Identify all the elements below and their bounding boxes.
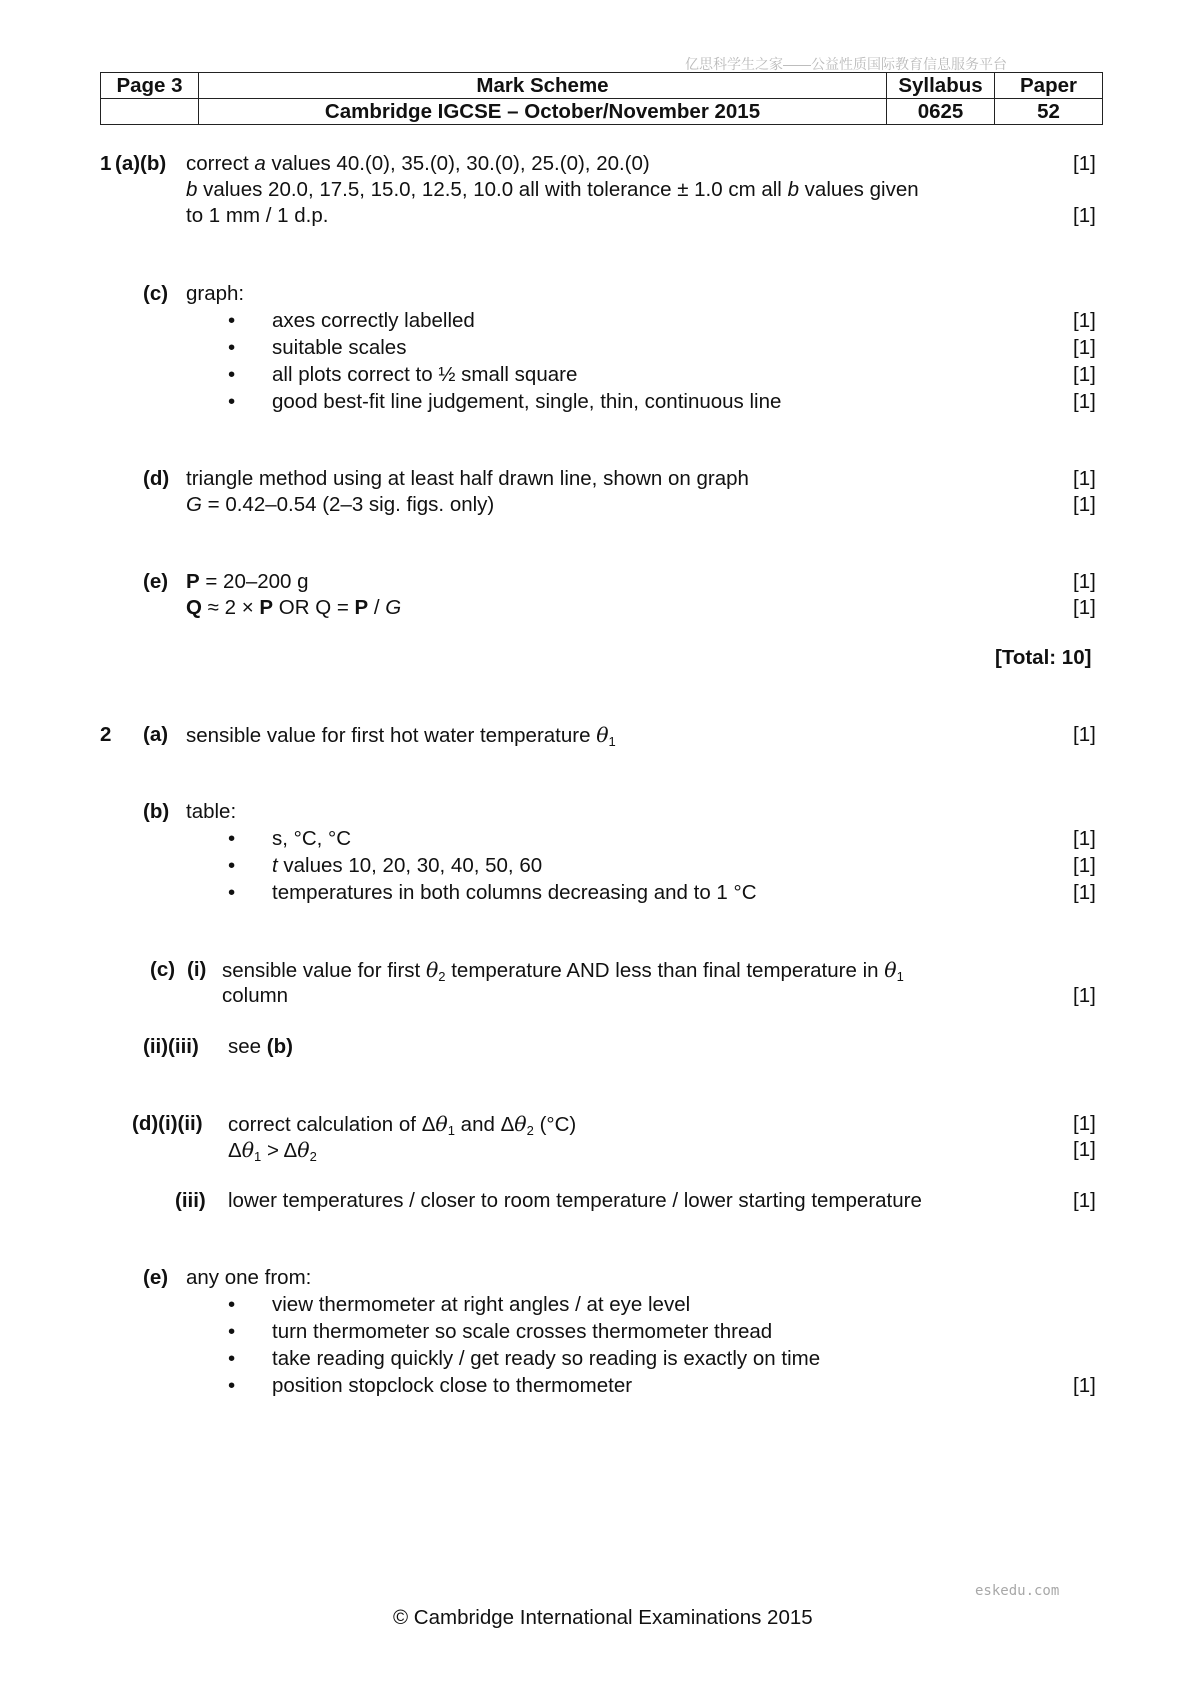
q1-e-label: (e): [143, 570, 169, 593]
bullet: •: [228, 336, 236, 359]
list-item: temperatures in both columns decreasing and to 1 °C: [272, 881, 757, 904]
q2-d-line1: [228, 1112, 576, 1138]
bullet: •: [228, 1293, 236, 1316]
q2-d-iii-label: (iii): [175, 1189, 206, 1212]
mark: [1]: [1073, 1138, 1096, 1161]
mark: [1]: [1073, 596, 1096, 619]
q1-ab-line2-post: values given: [798, 178, 919, 201]
header-table: [100, 72, 1103, 125]
header-syllabus-label: Syllabus: [887, 73, 995, 99]
q2-d-line3: lower temperatures / closer to room temperature / lower starting temperature: [228, 1189, 922, 1212]
list-item: all plots correct to ½ small square: [272, 363, 578, 386]
q1-e-p2: P: [259, 596, 274, 619]
subscript: 1: [254, 1149, 262, 1164]
bullet: •: [228, 309, 236, 332]
mark: [1]: [1073, 152, 1096, 175]
mark: [1]: [1073, 204, 1096, 227]
mark: [1]: [1073, 309, 1096, 332]
q1-e-t2: OR Q =: [273, 596, 355, 619]
mark: [1]: [1073, 1112, 1096, 1135]
q1-ab-line1: [186, 152, 650, 176]
q1-d-var-g: G: [186, 493, 202, 516]
subscript: 2: [526, 1123, 534, 1138]
list-item: position stopclock close to thermometer: [272, 1374, 633, 1397]
q2-c-line1-mid: temperature AND less than final temperature in: [445, 959, 885, 982]
q1-e-t1: ≈ 2 ×: [201, 596, 260, 619]
q2-e-intro: any one from:: [186, 1266, 312, 1289]
q2-e-label: (e): [143, 1266, 169, 1289]
header-blank-cell: [101, 99, 199, 125]
bullet: •: [228, 1374, 236, 1397]
header-paper: 52: [995, 99, 1103, 125]
theta-symbol: θ: [514, 1112, 527, 1136]
header-paper-label: Paper: [995, 73, 1103, 99]
q1-c-intro: graph:: [186, 282, 245, 305]
q2-c-line1: [222, 958, 904, 984]
q1-ab-line2-mid: values 20.0, 17.5, 15.0, 12.5, 10.0 all with tolerance ± 1.0 cm all: [197, 178, 788, 201]
mark: [1]: [1073, 390, 1096, 413]
list-item: suitable scales: [272, 336, 407, 359]
q1-d-line1: triangle method using at least half drawn line, shown on graph: [186, 467, 749, 490]
bullet: •: [228, 390, 236, 413]
q1-ab-var-a: a: [254, 152, 266, 175]
q2-c-see-text: see: [228, 1035, 267, 1058]
list-item: [272, 854, 542, 878]
delta-symbol: Δ: [228, 1139, 242, 1162]
subscript: 1: [608, 734, 616, 749]
q1-d-line2: [186, 493, 494, 517]
q2-a-label: (a): [143, 723, 169, 746]
list-item: s, °C, °C: [272, 827, 352, 850]
q2-d-and: and: [454, 1113, 501, 1136]
mark: [1]: [1073, 723, 1096, 746]
q2-c-label: (c): [150, 958, 176, 981]
q1-e-line1: [186, 570, 309, 594]
bullet: •: [228, 1347, 236, 1370]
list-item: take reading quickly / get ready so reading is exactly on time: [272, 1347, 821, 1370]
q2-d-line1-post: (°C): [533, 1113, 577, 1136]
q2-c-see: [228, 1035, 293, 1059]
subscript: 2: [309, 1149, 317, 1164]
header-syllabus: 0625: [887, 99, 995, 125]
mark: [1]: [1073, 493, 1096, 516]
q1-e-p3: P: [354, 596, 369, 619]
list-item: axes correctly labelled: [272, 309, 475, 332]
watermark-top: 亿思科学生之家——公益性质国际教育信息服务平台: [685, 56, 1007, 72]
q2-d-line2: [228, 1138, 317, 1164]
bullet: •: [228, 1320, 236, 1343]
q1-e-p: P: [186, 570, 200, 593]
q2-c-line2: column: [222, 984, 289, 1007]
theta-symbol: θ: [884, 958, 897, 982]
q2-d-label: (d)(i)(ii): [132, 1112, 203, 1135]
mark: [1]: [1073, 881, 1096, 904]
theta-symbol: θ: [241, 1138, 255, 1162]
q1-ab-var-b2: b: [787, 178, 799, 201]
q1-e-q: Q: [186, 596, 202, 619]
q2-b-label: (b): [143, 800, 170, 823]
q2-d-gt: >: [261, 1139, 284, 1162]
delta-symbol: Δ: [283, 1139, 298, 1162]
q1-c-label: (c): [143, 282, 169, 305]
delta-symbol: Δ: [500, 1113, 515, 1136]
mark: [1]: [1073, 984, 1096, 1007]
mark: [1]: [1073, 1374, 1096, 1397]
bullet: •: [228, 363, 236, 386]
q2-b-intro: table:: [186, 800, 237, 823]
subscript: 1: [447, 1123, 455, 1138]
q1-ab-label: (a)(b): [115, 152, 167, 175]
q1-ab-line2: [186, 178, 919, 202]
bullet: •: [228, 854, 236, 877]
header-page: Page 3: [101, 73, 199, 99]
mark: [1]: [1073, 336, 1096, 359]
delta-symbol: Δ: [421, 1113, 436, 1136]
q2-d-line1-pre: correct calculation of: [228, 1113, 422, 1136]
q2-b-var-t: t: [272, 854, 278, 877]
list-item: turn thermometer so scale crosses thermometer thread: [272, 1320, 773, 1343]
mark: [1]: [1073, 570, 1096, 593]
subscript: 1: [896, 969, 904, 984]
q2-c-iiiii-label: (ii)(iii): [143, 1035, 199, 1058]
bullet: •: [228, 827, 236, 850]
q2-a-text: [186, 723, 616, 749]
q2-c-see-ref: (b): [266, 1035, 293, 1058]
header-title: Mark Scheme: [199, 73, 887, 99]
theta-symbol: θ: [435, 1112, 448, 1136]
q1-e-line2: [186, 596, 401, 620]
mark: [1]: [1073, 827, 1096, 850]
mark: [1]: [1073, 467, 1096, 490]
q1-ab-line1-post: values 40.(0), 35.(0), 30.(0), 25.(0), 20.(0): [265, 152, 650, 175]
mark: [1]: [1073, 1189, 1096, 1212]
list-item: good best-fit line judgement, single, thin, continuous line: [272, 390, 782, 413]
q1-total: [Total: 10]: [995, 646, 1092, 669]
mark: [1]: [1073, 854, 1096, 877]
q2-c-sublabel: (i): [187, 958, 207, 981]
q2-b-bullet2-post: values 10, 20, 30, 40, 50, 60: [277, 854, 543, 877]
q1-ab-line3: to 1 mm / 1 d.p.: [186, 204, 329, 227]
q1-e-var-g: G: [385, 596, 402, 619]
q1-ab-var-b: b: [186, 178, 198, 201]
q2-a-text-main: sensible value for first hot water temperature: [186, 724, 597, 747]
theta-symbol: θ: [425, 958, 439, 982]
q1-ab-line1-pre: correct: [186, 152, 255, 175]
q2-c-line1-pre: sensible value for first: [222, 959, 426, 982]
watermark-bottom: eskedu.com: [975, 1583, 1060, 1599]
q1-e-line1-post: = 20–200 g: [199, 570, 309, 593]
footer-copyright: © Cambridge International Examinations 2015: [393, 1606, 813, 1629]
subscript: 2: [438, 969, 446, 984]
theta-symbol: θ: [596, 723, 609, 747]
q1-number: 1: [100, 152, 112, 175]
mark: [1]: [1073, 363, 1096, 386]
q2-number: 2: [100, 723, 112, 746]
q1-d-line2-post: = 0.42–0.54 (2–3 sig. figs. only): [201, 493, 495, 516]
theta-symbol: θ: [297, 1138, 310, 1162]
header-exam: Cambridge IGCSE – October/November 2015: [199, 99, 887, 125]
bullet: •: [228, 881, 236, 904]
q1-d-label: (d): [143, 467, 170, 490]
list-item: view thermometer at right angles / at eye level: [272, 1293, 691, 1316]
q1-e-t3: /: [368, 596, 386, 619]
